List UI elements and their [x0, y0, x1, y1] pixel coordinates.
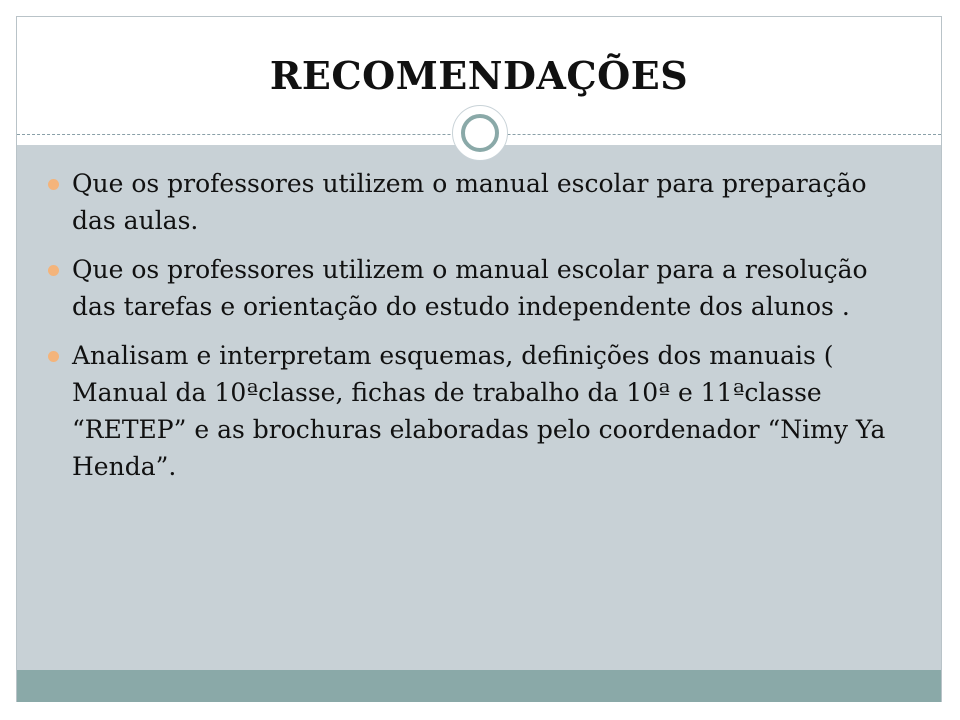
- list-item: [44, 165, 904, 239]
- bullet-text: Que os professores utilizem o manual escolar para a resolução das tarefas e orientação do estudo independente dos alunos .: [72, 255, 868, 321]
- circle-ring-icon: [461, 114, 499, 152]
- bullet-dot-icon: [48, 351, 59, 362]
- bullet-dot-icon: [48, 179, 59, 190]
- bullet-dot-icon: [48, 265, 59, 276]
- bullet-text: Que os professores utilizem o manual escolar para preparação das aulas.: [72, 169, 867, 235]
- slide-title: RECOMENDAÇÕES: [269, 53, 689, 98]
- list-item: [44, 251, 904, 325]
- list-item: [44, 337, 904, 485]
- bullet-text: Analisam e interpretam esquemas, definições dos manuais ( Manual da 10ªclasse, fichas de trabalho da 10ª e 11ªclasse “RETEP” e as brochuras elaboradas pelo coordenador “Nimy Ya Henda”.: [72, 341, 886, 481]
- bullet-list: [44, 165, 904, 497]
- bottom-band: [17, 670, 941, 702]
